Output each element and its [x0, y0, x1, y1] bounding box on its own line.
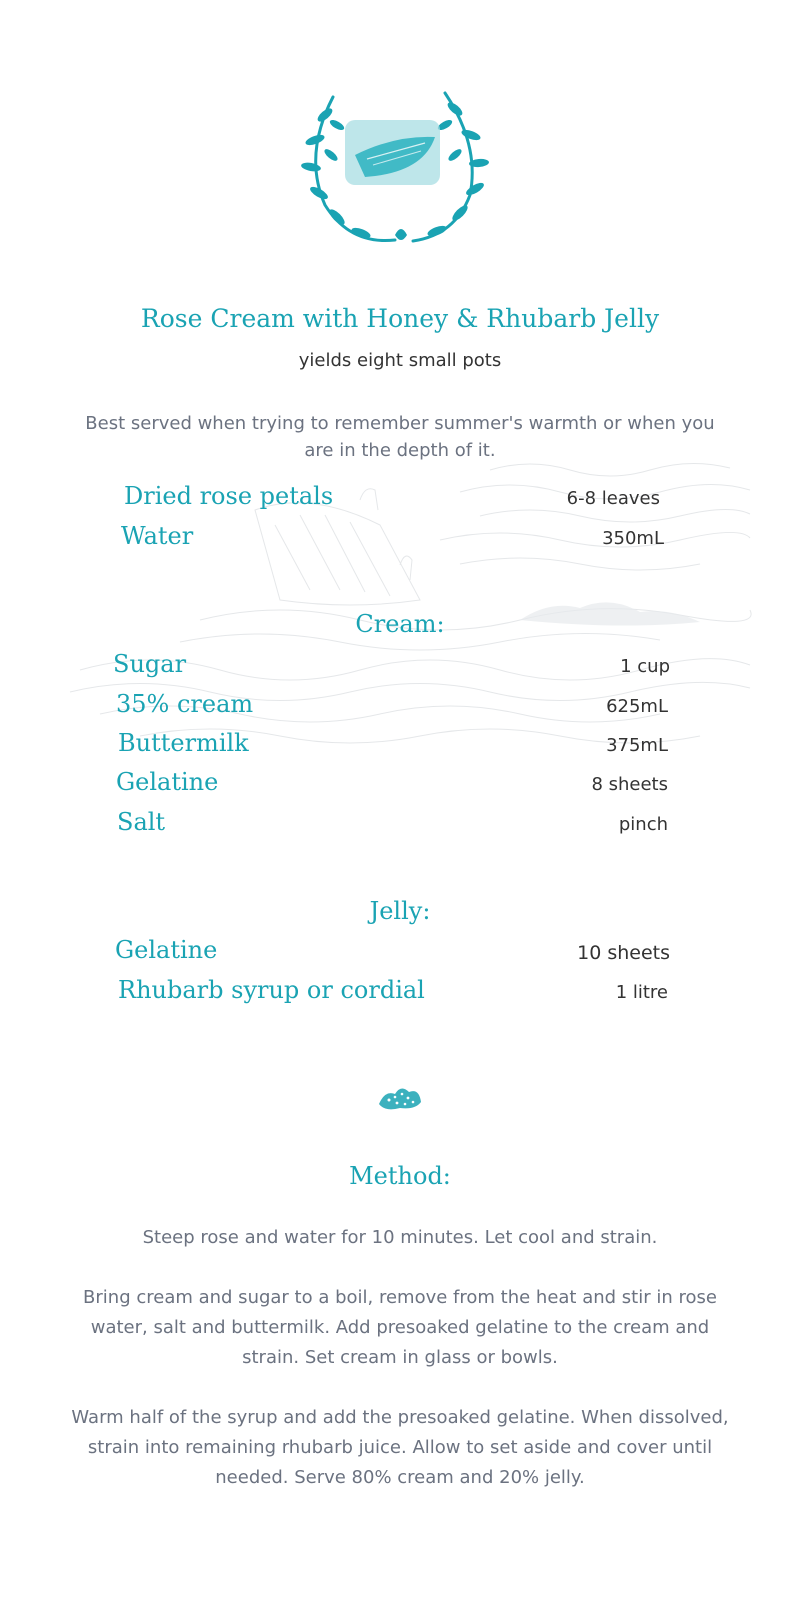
ingredient-quantity: 625mL — [606, 696, 668, 717]
ingredient-quantity: 1 cup — [620, 656, 670, 677]
ingredient-name: Water — [121, 522, 194, 550]
boat-in-laurel-wreath-icon — [295, 85, 505, 255]
ingredient-name: Salt — [117, 808, 166, 836]
ingredient-quantity: 8 sheets — [591, 774, 668, 795]
recipe-intro: Best served when trying to remember summer's warmth or when you are in the depth of it. — [85, 413, 715, 461]
ingredient-row — [0, 482, 800, 522]
ingredient-name: Buttermilk — [118, 729, 249, 757]
method-step: Warm half of the syrup and add the presoaked gelatine. When dissolved, strain into remaining rhubarb juice. Allow to set aside and cover until needed. Serve 80% cream and 20% jelly. — [71, 1407, 729, 1488]
ingredient-row — [0, 522, 800, 562]
ingredient-row — [0, 808, 800, 848]
method-heading: Method: — [349, 1162, 451, 1190]
ingredient-quantity: 350mL — [602, 528, 664, 549]
ingredient-name: Sugar — [113, 650, 187, 678]
ingredient-row — [0, 768, 800, 808]
ingredient-quantity: 375mL — [606, 735, 668, 756]
jelly-heading: Jelly: — [369, 897, 431, 925]
ingredient-quantity: 6-8 leaves — [566, 488, 660, 509]
ingredient-row — [0, 729, 800, 769]
recipe-title: Rose Cream with Honey & Rhubarb Jelly — [140, 304, 660, 333]
ingredient-quantity: 10 sheets — [577, 942, 670, 964]
coral-ornament-icon — [375, 1082, 425, 1114]
method-step: Bring cream and sugar to a boil, remove from the heat and stir in rose water, salt and buttermilk. Add presoaked gelatine to the cream and strain. Set cream in glass or bowls. — [83, 1287, 717, 1368]
ingredient-name: Rhubarb syrup or cordial — [118, 976, 425, 1004]
ingredient-row — [0, 690, 800, 730]
cream-heading: Cream: — [355, 610, 445, 638]
recipe-yield: yields eight small pots — [298, 350, 502, 371]
ingredient-name: Gelatine — [116, 768, 219, 796]
ingredient-row — [0, 650, 800, 690]
ingredient-row — [0, 976, 800, 1016]
ingredient-row — [0, 936, 800, 976]
ingredient-quantity: 1 litre — [615, 982, 668, 1003]
ingredient-name: Dried rose petals — [124, 482, 334, 510]
ingredient-quantity: pinch — [618, 814, 668, 835]
ingredient-name: Gelatine — [115, 936, 218, 964]
method-step: Steep rose and water for 10 minutes. Let cool and strain. — [142, 1227, 658, 1248]
ingredient-name: 35% cream — [116, 690, 254, 718]
